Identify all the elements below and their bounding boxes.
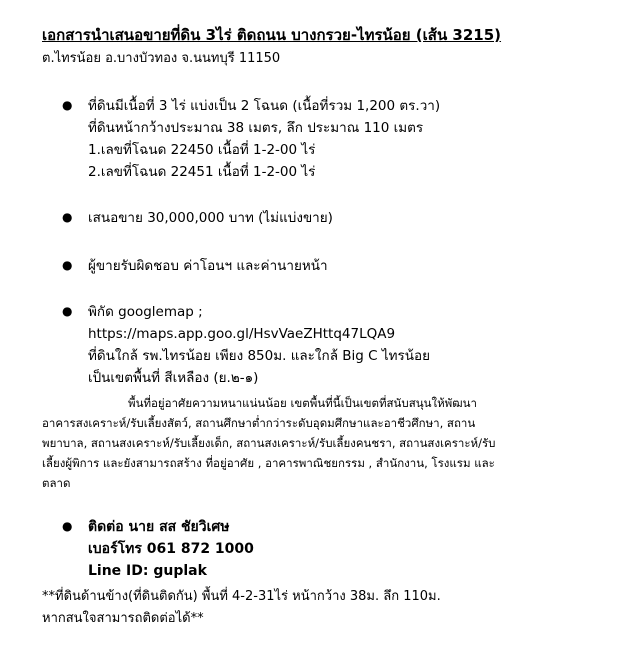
zoning-paragraph-line: เลี้ยงผู้พิการ และยังสามารถสร้าง ที่อยู่อาศัย , อาคารพาณิชยกรรม , สำนักงาน, โรงแรม และ (42, 456, 495, 470)
contact-phone: เบอร์โทร 061 872 1000 (88, 541, 254, 557)
land-info-line: 1.เลขที่โฉนด 22450 เนื้อที่ 1-2-00 ไร่ (88, 142, 316, 158)
land-info-line: 2.เลขที่โฉนด 22451 เนื้อที่ 1-2-00 ไร่ (88, 164, 316, 180)
price-line: เสนอขาย 30,000,000 บาท (ไม่แบ่งขาย) (88, 210, 333, 226)
bullet-icon: ● (62, 98, 73, 112)
bullet-icon: ● (62, 519, 73, 533)
fees-line: ผู้ขายรับผิดชอบ ค่าโอนฯ และค่านายหน้า (88, 258, 328, 274)
zoning-paragraph-line: อาคารสงเคราะห์/รับเลี้ยงสัตว์, สถานศึกษาต่ำกว่าระดับอุดมศึกษาและอาชีวศึกษา, สถาน (42, 416, 476, 430)
contact-name: ติดต่อ นาย สส ชัยวิเศษ (88, 519, 230, 535)
map-link[interactable]: https://maps.app.goo.gl/HsvVaeZHttq47LQA9 (88, 326, 396, 342)
map-info-line: ที่ดินใกล้ รพ.ไทรน้อย เพียง 850ม. และใกล้ Big C ไทรน้อย (88, 348, 431, 364)
land-info-line: ที่ดินหน้ากว้างประมาณ 38 เมตร, ลึก ประมาณ 110 เมตร (88, 120, 424, 136)
bullet-icon: ● (62, 304, 73, 318)
land-info-line: ที่ดินมีเนื้อที่ 3 ไร่ แบ่งเป็น 2 โฉนด (เนื้อที่รวม 1,200 ตร.วา) (88, 98, 441, 114)
footer-note (42, 586, 441, 630)
zoning-paragraph-line: พื้นที่อยู่อาศัยความหนาแน่นน้อย เขตพื้นที่นี้เป็นเขตที่สนับสนุนให้พัฒนา (128, 396, 477, 410)
bullet-icon: ● (62, 258, 73, 272)
document-title: เอกสารนำเสนอขายที่ดิน 3ไร่ ติดถนน บางกรวย-ไทรน้อย (เส้น 3215) (42, 26, 502, 44)
footer-note-line: **ที่ดินด้านข้าง(ที่ดินติดกัน) พื้นที่ 4-2-31ไร่ หน้ากว้าง 38ม. ลึก 110ม. (42, 589, 441, 604)
zoning-paragraph (42, 393, 608, 493)
footer-note-line: หากสนใจสามารถติดต่อได้** (42, 611, 204, 626)
location-line: ต.ไทรน้อย อ.บางบัวทอง จ.นนทบุรี 11150 (42, 51, 281, 66)
map-info-line: พิกัด googlemap ; (88, 304, 203, 320)
zoning-paragraph-line: พยาบาล, สถานสงเคราะห์/รับเลี้ยงเด็ก, สถานสงเคราะห์/รับเลี้ยงคนชรา, สถานสงเคราะห์/รับ (42, 436, 496, 450)
zoning-line: เป็นเขตพื้นที่ สีเหลือง (ย.๒-๑) (88, 370, 259, 386)
bullet-icon: ● (62, 210, 73, 224)
contact-line-id: Line ID: guplak (88, 563, 207, 579)
zoning-paragraph-line: ตลาด (42, 476, 71, 490)
